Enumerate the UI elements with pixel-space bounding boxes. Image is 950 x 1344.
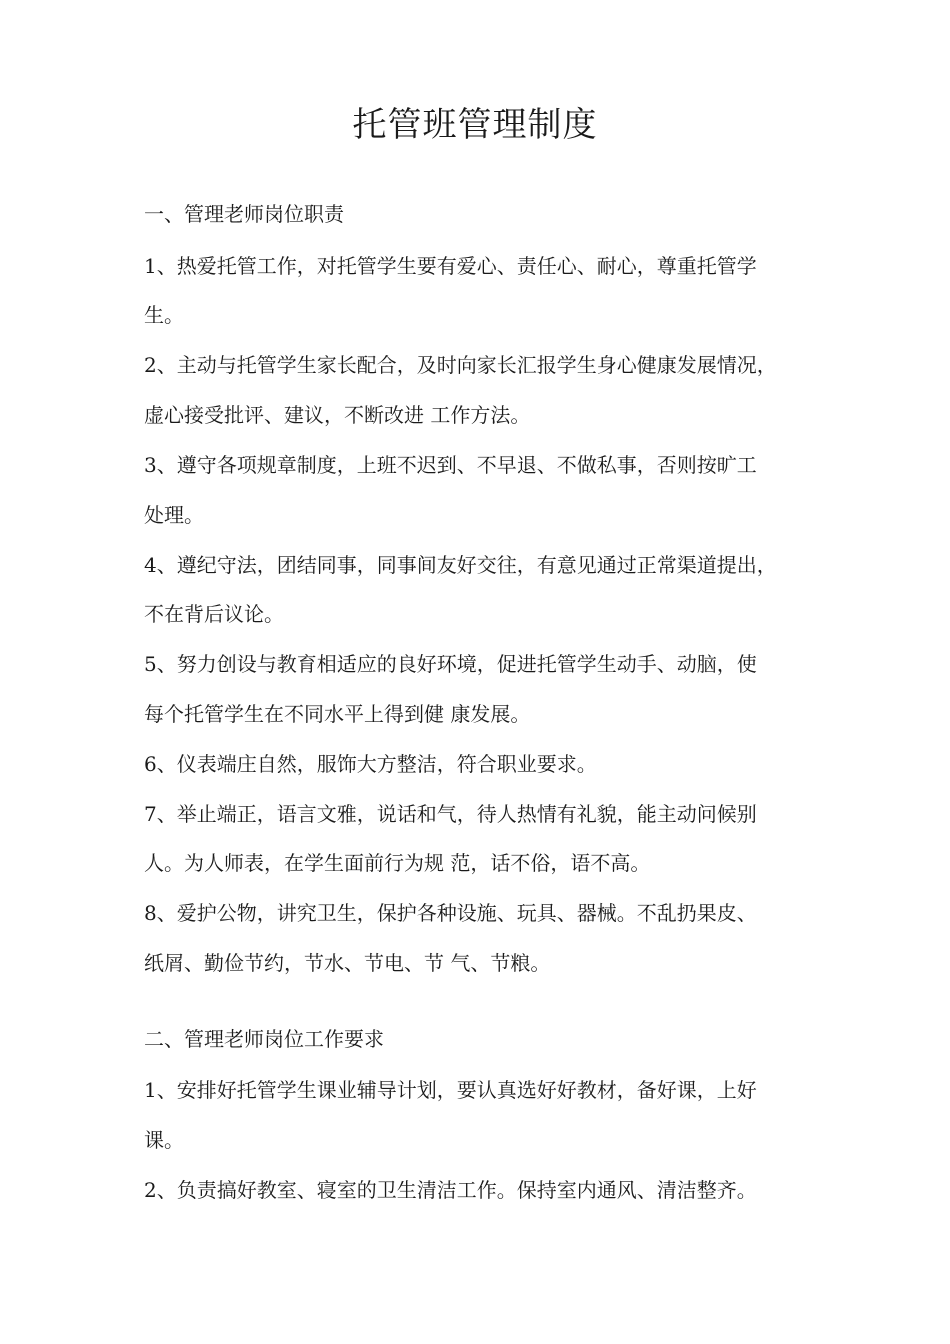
paragraph-line: 1、安排好托管学生课业辅导计划，要认真选好好教材，备好课，上好 bbox=[144, 1078, 757, 1102]
paragraph-line: 6、仪表端庄自然，服饰大方整洁，符合职业要求。 bbox=[144, 752, 597, 776]
paragraph-line: 处理。 bbox=[144, 503, 204, 527]
paragraph-line: 课。 bbox=[144, 1128, 184, 1152]
paragraph-line: 2、负责搞好教室、寝室的卫生清洁工作。保持室内通风、清洁整齐。 bbox=[144, 1178, 757, 1202]
paragraph-line: 不在背后议论。 bbox=[144, 602, 284, 626]
paragraph-line: 2、主动与托管学生家长配合，及时向家长汇报学生身心健康发展情况， bbox=[144, 353, 777, 377]
paragraph-line: 人。为人师表，在学生面前行为规 范，话不俗，语不高。 bbox=[144, 851, 651, 875]
paragraph-line: 4、遵纪守法，团结同事，同事间友好交往，有意见通过正常渠道提出， bbox=[144, 553, 777, 577]
document-title: 托管班管理制度 bbox=[352, 105, 598, 145]
paragraph-line: 7、举止端正，语言文雅，说话和气，待人热情有礼貌，能主动问候别 bbox=[144, 802, 757, 826]
paragraph-line: 1、热爱托管工作，对托管学生要有爱心、责任心、耐心，尊重托管学 bbox=[144, 254, 757, 278]
paragraph-line: 纸屑、勤俭节约，节水、节电、节 气、节粮。 bbox=[144, 951, 551, 975]
section-heading: 二、管理老师岗位工作要求 bbox=[144, 1027, 384, 1051]
section-heading: 一、管理老师岗位职责 bbox=[144, 202, 344, 226]
paragraph-line: 5、努力创设与教育相适应的良好环境，促进托管学生动手、动脑，使 bbox=[144, 652, 757, 676]
paragraph-line: 每个托管学生在不同水平上得到健 康发展。 bbox=[144, 702, 531, 726]
paragraph-line: 生。 bbox=[144, 303, 184, 327]
paragraph-line: 8、爱护公物，讲究卫生，保护各种设施、玩具、器械。不乱扔果皮、 bbox=[144, 901, 757, 925]
paragraph-line: 3、遵守各项规章制度，上班不迟到、不早退、不做私事，否则按旷工 bbox=[144, 453, 757, 477]
paragraph-line: 虚心接受批评、建议，不断改进 工作方法。 bbox=[144, 403, 531, 427]
